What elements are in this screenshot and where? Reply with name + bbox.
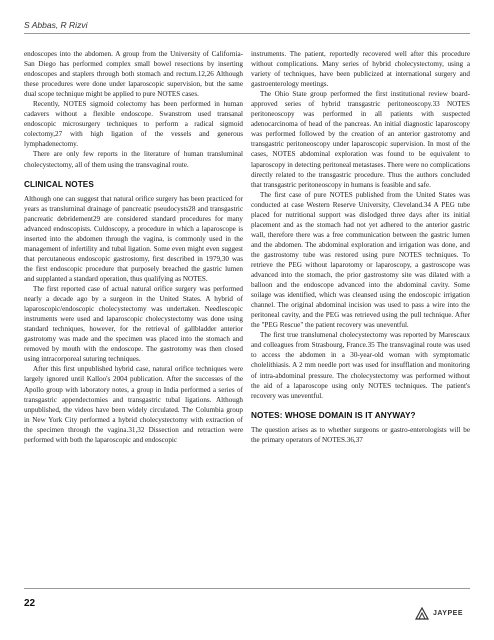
page-number: 22: [24, 598, 36, 609]
paragraph: The question arises as to whether surgeons or gastro-enterologists will be the primary operators of NOTES.36,37: [251, 425, 470, 444]
running-header: S Abbas, R Rizvi: [24, 20, 88, 30]
paragraph: Although one can suggest that natural orifice surgery has been practiced for years as transluminal drainage of pancreatic pseudocysts28 and transgastric pancreatic debridement29 are considered standard procedures for many advanced endoscopists. Culdoscopy, a procedure in which a laparoscope is inserted into the abdomen through the vagina, is commonly used in the management of infertility and tubal ligation. Some even might even suggest that percutaneous endoscopic gastrostomy, first described in 1979,30 was the first endoscopic procedure that purposely breached the gastric lumen and supplanted a standard operation, thus qualifying as NOTES.: [24, 194, 243, 283]
paragraph: endoscopes into the abdomen. A group from the University of California-San Diego has performed complex small bowel resections by inserting endoscopes and staplers through both stomach and rectum.12,26 Although these procedures were done under laparoscopic supervision, but the same dual scope technique might be applied to pure NOTES cases.: [24, 50, 243, 99]
paragraph: The first true translumenal cholecystectomy was reported by Marescaux and colleagues from Strasbourg, France.35 The transvaginal route was used to access the abdomen in a 30-year-old woman with symptomatic cholelithiasis. A 2 mm needle port was used for insufflation and monitoring of intra-abdominal pressure. The cholecystectomy was performed without the aid of a laparoscope using only NOTES techniques. The patient's recovery was uneventful.: [251, 331, 470, 400]
footer-rule: [24, 588, 470, 589]
left-column: [24, 49, 243, 445]
paragraph: There are only few reports in the literature of human transluminal cholecystectomy, all of them using the transvaginal route.: [24, 150, 243, 169]
header-rule: [24, 33, 470, 34]
publisher-name: JAYPEE: [433, 610, 463, 617]
paragraph: After this first unpublished hybrid case, natural orifice techniques were largely ignored until Kalloo's 2004 publication. After the successes of the Apollo group with laboratory notes, a group in India performed a series of transgastric appendectomies and transgastric tubal ligations. Although unpublished, the videos have been widely circulated. The Columbia group in New York City performed a hybrid cholecystectomy with extraction of the specimen through the vagina.31,32 Dissection and retraction were performed with both the laparoscopic and endoscopic: [24, 365, 243, 444]
right-column: [251, 49, 470, 445]
paragraph: instruments. The patient, reportedly recovered well after this procedure without complications. Many series of hybrid cholecystectomy, using a variety of techniques, have been publicized at international surgery and gastroenterology meetings.: [251, 50, 470, 89]
paragraph: The first reported case of actual natural orifice surgery was performed nearly a decade ago by a surgeon in the United States. A hybrid of laparoscopic/endoscopic cholecystectomy was undertaken. Needlescopic instruments were used and laparoscopic cholecystectomy was done using standard techniques, however, for the retrieval of gallbladder anterior gastrotomy was made and the specimen was placed into the stomach and removed by mouth with the endoscope. The gastrotomy was then closed using intracorporeal suturing techniques.: [24, 285, 243, 364]
paragraph: The Ohio State group performed the first institutional review board-approved series of hybrid transgastric peritoneoscopy.33 NOTES peritoneoscopy was performed in all patients with suspected adenocarcinoma of head of the pancreas. An initial diagnostic laparoscopy was performed followed by the creation of an anterior gastrotomy and transgastric peritoneoscopy under laparoscopic supervision. In most of the cases, NOTES abdominal exploration was found to be equivalent to laparoscopy in detecting peritoneal metastases. There were no complications directly related to the transgastric procedure. Thus the authors concluded that transgastric peritoneoscopy in humans is feasible and safe.: [251, 90, 470, 189]
section-heading: NOTES: WHOSE DOMAIN IS IT ANYWAY?: [251, 410, 416, 420]
section-heading: CLINICAL NOTES: [24, 179, 94, 189]
paragraph: The first case of pure NOTES published from the United States was conducted at case Western Reserve University, Cleveland.34 A PEG tube placed for nutritional support was dislodged three days after its initial placement and as the stomach had not yet adhered to the anterior gastric wall, therefore there was a free communication between the gastric lumen and the abdomen. The abdominal exploration and irrigation was done, and the gastrostomy tube was restored using pure NOTES techniques. To retrieve the PEG without laparotomy or laparoscopy, a gastroscope was advanced into the stomach, the prior gastrostomy site was dilated with a balloon and the endoscope advanced into the abdominal cavity. Some soilage was identified, which was cleansed using the endoscopic irrigation channel. The original abdominal incision was used to pass a wire into the peritoneal cavity, and the PEG was retrieved using the pull technique. After the "PEG Rescue" the patient recovery was uneventful.: [251, 190, 470, 330]
paragraph: Recently, NOTES sigmoid colectomy has been performed in human cadavers without a flexible endoscope. Swanstrom used transanal endoscopic microsurgery techniques to perform a radical sigmoid colectomy,27 with high ligation of the vessels and generous lymphadenectomy.: [24, 100, 243, 149]
